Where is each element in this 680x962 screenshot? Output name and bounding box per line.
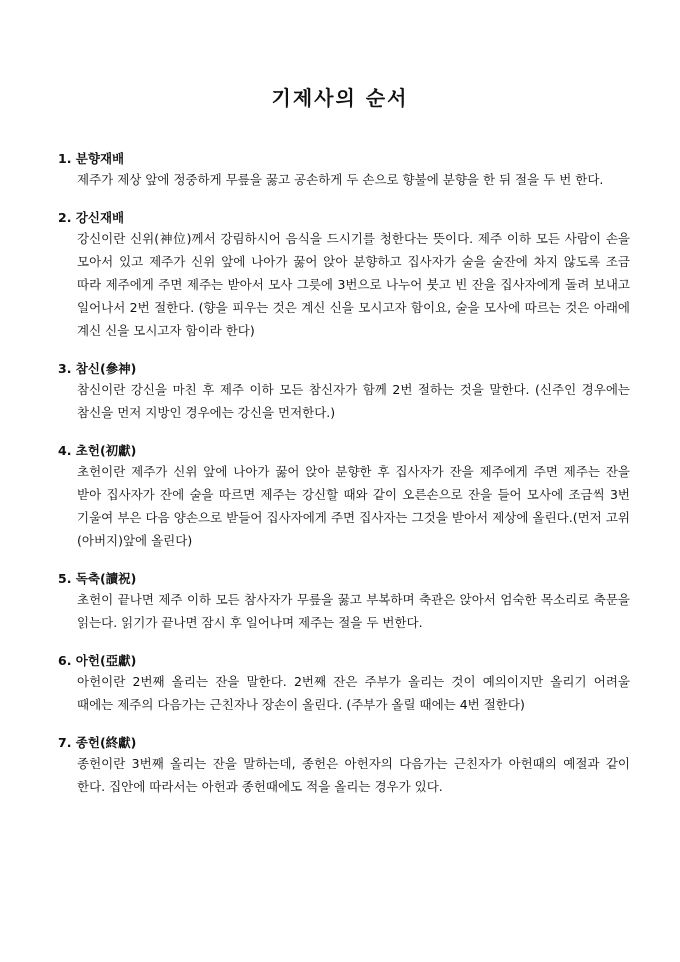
section-body: 종헌이란 3번째 올리는 잔을 말하는데, 종헌은 아헌자의 다음가는 근친자가 아헌때의 예절과 같이 한다. 집안에 따라서는 아헌과 종헌때에도 적을 올리는 경우가 있다.	[77, 756, 630, 794]
section-body: 제주가 제상 앞에 정중하게 무릎을 꿇고 공손하게 두 손으로 향불에 분향을 한 뒤 절을 두 번 한다.	[77, 172, 604, 187]
section-body: 아헌이란 2번째 올리는 잔을 말한다. 2번째 잔은 주부가 올리는 것이 예의이지만 올리기 어려울 때에는 제주의 다음가는 근친자나 장손이 올린다. (주부가 올릴 때에는 4번 절한다)	[77, 674, 630, 712]
section-heading: 1. 분향재배	[58, 151, 125, 166]
section-body: 초헌이란 제주가 신위 앞에 나아가 꿇어 앉아 분향한 후 집사자가 잔을 제주에게 주면 제주는 잔을 받아 집사자가 잔에 술을 따르면 제주는 강신할 때와 같이 오른손으로 잔을 들어 모사에 조금씩 3번 기울여 부은 다음 양손으로 받들어 집사자에게 주면 집사자는 그것을 받아서 제상에 올린다.(먼저 고위(아버지)앞에 올린다)	[77, 464, 630, 548]
section-item	[58, 209, 630, 342]
section-heading: 7. 종헌(終獻)	[58, 735, 137, 750]
section-heading: 4. 초헌(初獻)	[58, 443, 137, 458]
section-heading: 3. 참신(參神)	[58, 361, 137, 376]
document-title: 기제사의 순서	[271, 86, 409, 110]
section-item	[58, 150, 630, 191]
section-item	[58, 442, 630, 552]
section-item	[58, 734, 630, 798]
section-body: 참신이란 강신을 마친 후 제주 이하 모든 참신자가 함께 2번 절하는 것을 말한다. (신주인 경우에는 참신을 먼저 지방인 경우에는 강신을 먼저한다.)	[77, 382, 630, 420]
section-item	[58, 570, 630, 634]
section-heading: 5. 독축(讀祝)	[58, 571, 137, 586]
section-item	[58, 652, 630, 716]
section-body: 초헌이 끝나면 제주 이하 모든 참사자가 무릎을 꿇고 부복하며 축관은 앉아서 엄숙한 목소리로 축문을 읽는다. 읽기가 끝나면 잠시 후 일어나며 제주는 절을 두 번한다.	[77, 592, 630, 630]
section-item	[58, 360, 630, 424]
section-list	[58, 150, 630, 816]
section-body: 강신이란 신위(神位)께서 강림하시어 음식을 드시기를 청한다는 뜻이다. 제주 이하 모든 사람이 손을 모아서 있고 제주가 신위 앞에 나아가 꿇어 앉아 분향하고 집사자가 술을 술잔에 차지 않도록 조금 따라 제주에게 주면 제주는 받아서 모사 그릇에 3번으로 나누어 붓고 빈 잔을 집사자에게 돌려 보내고 일어나서 2번 절한다. (향을 피우는 것은 계신 신을 모시고자 함이요, 술을 모사에 따르는 것은 아래에 계신 신을 모시고자 함이라 한다)	[77, 231, 630, 338]
section-heading: 6. 아헌(亞獻)	[58, 653, 137, 668]
section-heading: 2. 강신재배	[58, 210, 125, 225]
